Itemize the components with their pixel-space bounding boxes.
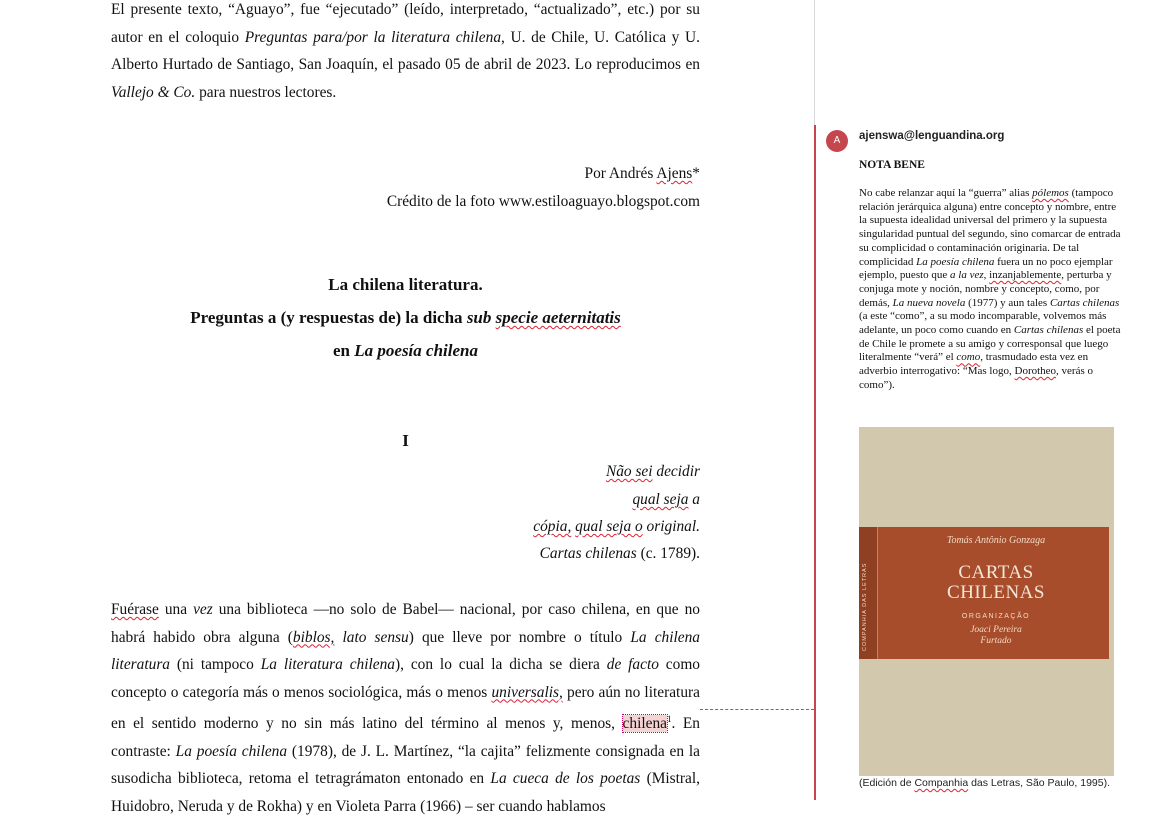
body-word: Fuérase <box>111 601 159 618</box>
epigraph-word: qual seja o <box>575 518 643 535</box>
title-line-1: La chilena literatura. <box>328 275 483 294</box>
intro-text: El presente texto, “Aguayo”, fue “ejecutado” (leído, interpretado, “actualizado”, etc.) por su autor en el coloquio <box>111 1 700 46</box>
cover-title-line-2: CHILENAS <box>947 582 1045 603</box>
body-italic: La literatura chilena <box>260 656 395 673</box>
photo-credit: Crédito de la foto www.estiloaguayo.blogspot.com <box>386 193 700 210</box>
cover-editor-line-1: Joaci Pereira <box>970 625 1022 635</box>
title-line-2 <box>111 301 700 334</box>
body-text: (ni tampoco <box>170 656 261 673</box>
comment-indicator <box>814 125 816 800</box>
epigraph-word: qual seja <box>632 491 689 508</box>
body-text: . En contraste: <box>111 715 700 760</box>
body-italic: lato sensu <box>334 628 409 646</box>
comment-italic: Cartas chilenas <box>1013 324 1084 337</box>
comment-italic: pólemos <box>1032 187 1069 199</box>
comment-text: (1977) y aun tales <box>965 296 1050 309</box>
epigraph-source-title: Cartas chilenas <box>539 545 637 562</box>
intro-text-tail: para nuestros lectores. <box>195 83 337 101</box>
comment-text: (tampoco relación jerárquica alguna) entre concepto y nombre, entre la supuesta idealidad universal del primero y la supuesta singularidad puntual del segundo, sino comarcar de entrada su complicidad o contaminación originaria. De tal complicidad <box>859 187 1121 268</box>
body-italic: La chilena literatura <box>111 628 700 673</box>
byline-prefix: Por Andrés <box>584 165 657 182</box>
comment-text: , verás o como”). <box>859 365 1094 391</box>
body-text: una <box>158 601 194 618</box>
byline <box>585 160 700 188</box>
cover-title-line-1: CARTAS <box>958 562 1034 583</box>
comment-connector <box>700 709 814 710</box>
epigraph-word: original. <box>642 518 700 535</box>
comment-italic: La nueva novela <box>892 296 966 309</box>
cover-editor <box>883 625 1109 647</box>
epigraph-word: cópia, <box>533 518 572 535</box>
comment-italic: Cartas chilenas <box>1049 296 1120 309</box>
title-line-3 <box>111 334 700 367</box>
epigraph-word: a <box>688 491 700 508</box>
section-number: I <box>402 431 409 450</box>
magazine-name: Vallejo & Co. <box>111 83 196 101</box>
footnote-marker[interactable]: 1 <box>666 714 672 724</box>
caption-text: (Edición de <box>859 777 915 789</box>
comment-italic: a la vez <box>950 269 984 282</box>
body-paragraph <box>111 596 700 820</box>
book-cover-image[interactable] <box>859 427 1114 776</box>
comment-text: , perturba y conjuga mote y noción, nombre y concepto, como, por demás, <box>859 269 1112 309</box>
cover-editor-line-2: Furtado <box>980 636 1012 646</box>
title-book: La poesía chilena <box>354 341 478 360</box>
body-italic: La poesía chilena <box>175 742 288 760</box>
body-italic: La cueca de los poetas <box>490 770 641 788</box>
cover-org-label: ORGANIZAÇÃO <box>961 613 1031 620</box>
body-text: como concepto o categoría más o menos sociológica, más o menos <box>111 656 700 701</box>
epigraph-word: Não sei <box>605 463 653 480</box>
intro-text-mid: , U. de Chile, U. Católica y U. Alberto Hurtado de Santiago, San Joaquín, el pasado 05 de abril de 2023. Lo reproducimos en <box>111 28 700 73</box>
body-text: (Mistral, Huidobro, Neruda y de Rokha) y en Violeta Parra (1966) – ser cuando hablamos <box>111 770 701 815</box>
comment-text: (a este “como”, a su modo incomparable, volvemos más adelante, un poco como cuando en <box>859 310 1107 337</box>
body-text: (1978), de J. L. Martínez, “la cajita” felizmente consignada en la susodicha biblioteca, retoma el tetragrámaton entonado en <box>111 742 700 788</box>
comment-text: el poeta de Chile le promete a su amigo y corresponsal que luego literalmente “verá” el <box>859 324 1121 364</box>
body-italic: biblos, <box>292 628 335 646</box>
comment-author: ajenswa@lenguandina.org <box>859 130 1005 142</box>
avatar[interactable]: A <box>826 130 848 152</box>
byline-mark: * <box>692 165 700 182</box>
image-caption <box>859 777 1110 789</box>
body-italic: de facto <box>606 656 659 673</box>
body-text: una biblioteca —no solo de Babel— nacional, por caso chilena, en que no habrá habido obra alguna ( <box>111 601 700 646</box>
comment-word: inzanjablemente <box>989 269 1062 282</box>
comment-text: No cabe relanzar aquí la “guerra” alias <box>859 187 1033 199</box>
body-text: pero aún no literatura en el sentido moderno y no sin más latino del término al menos y, menos, <box>111 683 700 733</box>
body-text: ), con lo cual la dicha se diera <box>395 656 607 673</box>
comment-body[interactable] <box>859 187 1124 393</box>
title-sub: sub <box>466 308 492 327</box>
intro-paragraph <box>111 0 700 106</box>
comment-title: NOTA BENE <box>859 159 925 171</box>
epigraph-line-1 <box>606 458 700 486</box>
body-italic: vez <box>193 601 213 618</box>
colloquium-title: Preguntas para/por la literatura chilena <box>244 28 502 46</box>
body-text: ) que lleve por nombre o título <box>408 628 631 646</box>
cover-spine <box>859 527 878 659</box>
comment-word: Dorotheo <box>1014 365 1057 378</box>
comment-text: , trasmudado esta vez en adverbio interrogativo: “Mas logo, <box>859 351 1089 378</box>
cover-title <box>883 563 1109 603</box>
body-italic: universalis, <box>491 683 563 701</box>
title-line-2-text: Preguntas a (y respuestas de) la dicha <box>190 308 467 327</box>
cover-band <box>859 527 1109 659</box>
comment-italic: como <box>956 351 981 364</box>
spine-label: COMPANHIA DAS LETRAS <box>862 562 868 651</box>
caption-text: das Letras, São Paulo, 1995). <box>968 777 1110 789</box>
epigraph-word: decidir <box>652 463 700 480</box>
epigraph-source <box>540 540 700 568</box>
title-latin: specie aeternitatis <box>495 308 621 327</box>
comment-text: , <box>983 269 990 282</box>
epigraph-line-3 <box>533 513 700 541</box>
commented-word[interactable]: chilena <box>622 715 667 733</box>
title-line-3-text: en <box>333 341 355 360</box>
caption-word: Companhia <box>914 777 969 789</box>
cover-author: Tomás Antônio Gonzaga <box>946 535 1046 546</box>
comment-text: fuera un no poco ejemplar ejemplo, puesto que <box>859 255 1113 282</box>
author-surname: Ajens <box>656 165 693 182</box>
epigraph-source-date: (c. 1789). <box>636 545 700 562</box>
epigraph-line-2 <box>632 486 700 514</box>
comment-italic: La poesía chilena <box>916 255 995 268</box>
